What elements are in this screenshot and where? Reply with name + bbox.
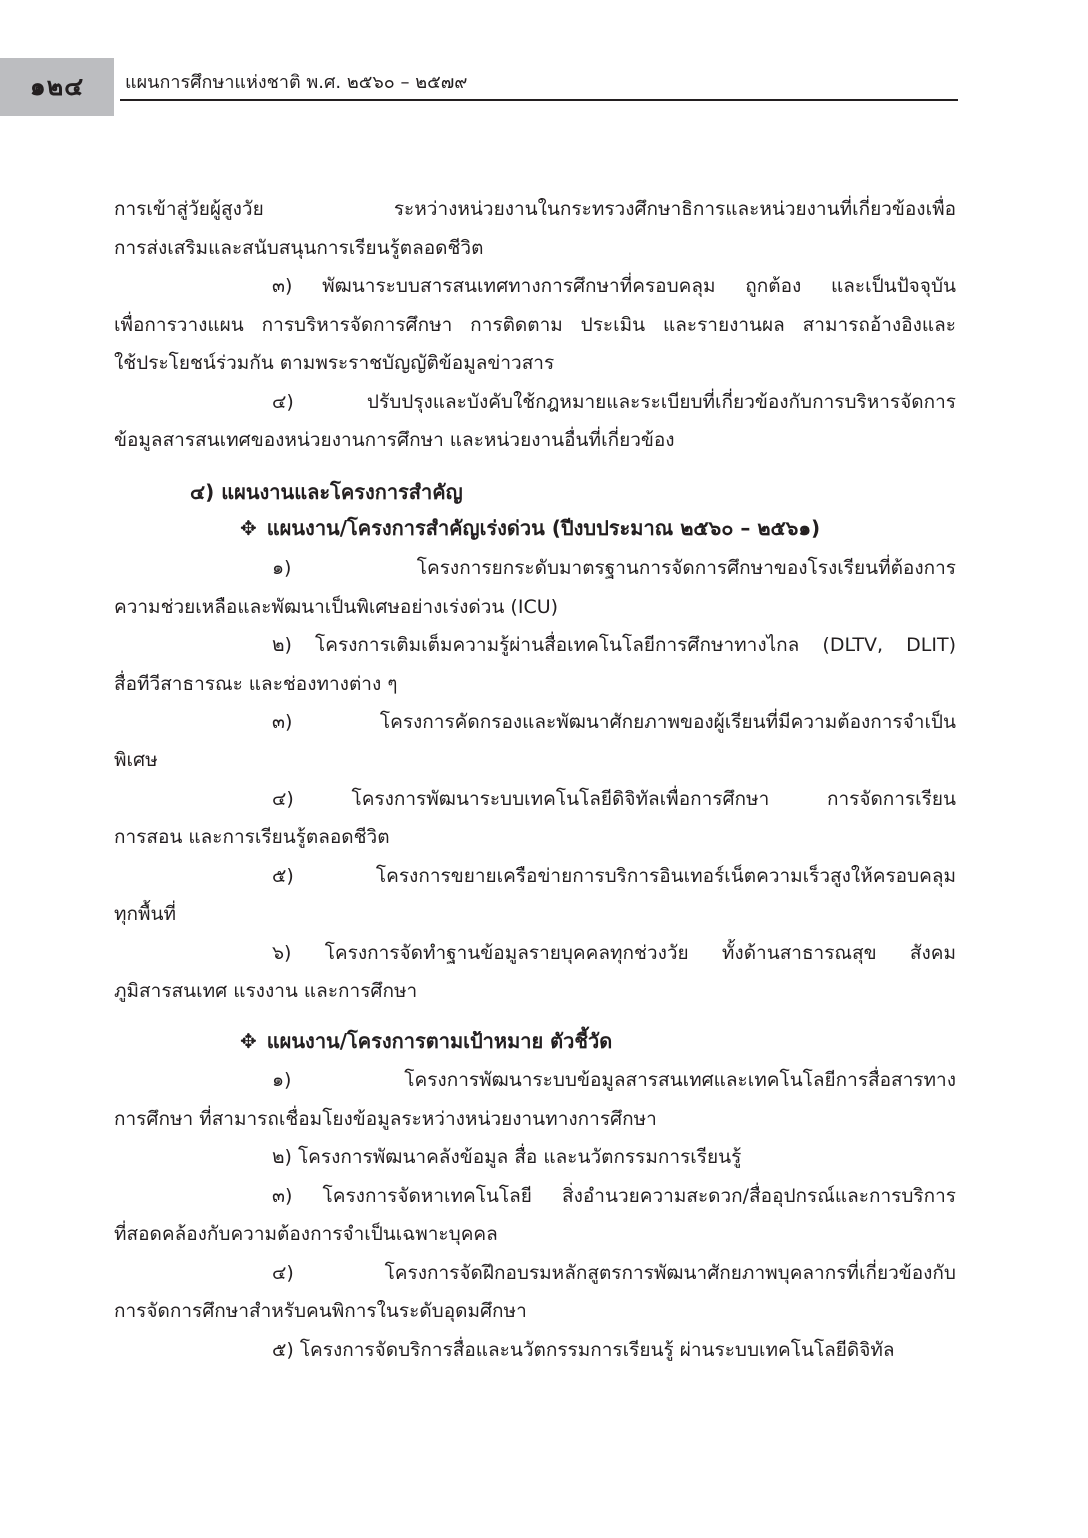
list-item: ๕) โครงการจัดบริการสื่อและนวัตกรรมการเรียนรู้ ผ่านระบบเทคโนโลยีดิจิทัล — [272, 1339, 895, 1361]
list-item: การสอน และการเรียนรู้ตลอดชีวิต — [114, 826, 390, 848]
body-line: ๓) พัฒนาระบบสารสนเทศทางการศึกษาที่ครอบคลุม ถูกต้อง และเป็นปัจจุบัน — [272, 275, 956, 297]
body-line: ข้อมูลสารสนเทศของหน่วยงานการศึกษา และหน่วยงานอื่นที่เกี่ยวข้อง — [114, 429, 675, 451]
list-item: ๓) โครงการคัดกรองและพัฒนาศักยภาพของผู้เรียนที่มีความต้องการจำเป็น — [272, 711, 956, 733]
page-number: ๑๒๔ — [29, 72, 85, 101]
subsection-heading — [240, 1027, 612, 1055]
list-item: ๕) โครงการขยายเครือข่ายการบริการอินเทอร์เน็ตความเร็วสูงให้ครอบคลุม — [272, 865, 956, 887]
subsection-heading — [240, 514, 820, 542]
body-line: การส่งเสริมและสนับสนุนการเรียนรู้ตลอดชีวิต — [114, 237, 484, 259]
list-item: สื่อทีวีสาธารณะ และช่องทางต่าง ๆ — [114, 673, 398, 695]
bullet-icon: ✥ — [240, 516, 257, 540]
body-line: ๔) ปรับปรุงและบังคับใช้กฎหมายและระเบียบที่เกี่ยวข้องกับการบริหารจัดการ — [272, 391, 956, 413]
list-item: การจัดการศึกษาสำหรับคนพิการในระดับอุดมศึกษา — [114, 1300, 527, 1322]
list-item: ๖) โครงการจัดทำฐานข้อมูลรายบุคคลทุกช่วงวัย ทั้งด้านสาธารณสุข สังคม — [272, 942, 956, 964]
list-item: ที่สอดคล้องกับความต้องการจำเป็นเฉพาะบุคคล — [114, 1223, 498, 1245]
list-item: ทุกพื้นที่ — [114, 903, 177, 925]
running-title: แผนการศึกษาแห่งชาติ พ.ศ. ๒๕๖๐ – ๒๕๗๙ — [125, 72, 468, 93]
list-item: ๔) โครงการจัดฝึกอบรมหลักสูตรการพัฒนาศักยภาพบุคลากรที่เกี่ยวข้องกับ — [272, 1262, 956, 1284]
list-item: ความช่วยเหลือและพัฒนาเป็นพิเศษอย่างเร่งด่วน (ICU) — [114, 596, 559, 618]
list-item: ภูมิสารสนเทศ แรงงาน และการศึกษา — [114, 980, 418, 1002]
list-item: ๒) โครงการพัฒนาคลังข้อมูล สื่อ และนวัตกรรมการเรียนรู้ — [272, 1146, 742, 1168]
body-line: เพื่อการวางแผน การบริหารจัดการศึกษา การติดตาม ประเมิน และรายงานผล สามารถอ้างอิงและ — [114, 314, 956, 336]
list-item: การศึกษา ที่สามารถเชื่อมโยงข้อมูลระหว่างหน่วยงานทางการศึกษา — [114, 1108, 657, 1130]
list-item: ๑) โครงการยกระดับมาตรฐานการจัดการศึกษาของโรงเรียนที่ต้องการ — [272, 557, 956, 579]
subsection-heading-text: แผนงาน/โครงการสำคัญเร่งด่วน (ปีงบประมาณ ๒๕๖๐ – ๒๕๖๑) — [266, 516, 821, 540]
section-heading: ๔) แผนงานและโครงการสำคัญ — [190, 480, 463, 504]
list-item: พิเศษ — [114, 749, 158, 771]
body-line: การเข้าสู่วัยผู้สูงวัย ระหว่างหน่วยงานในกระทรวงศึกษาธิการและหน่วยงานที่เกี่ยวข้องเพื่อ — [114, 198, 956, 220]
header-rule — [120, 99, 958, 101]
list-item: ๔) โครงการพัฒนาระบบเทคโนโลยีดิจิทัลเพื่อการศึกษา การจัดการเรียน — [272, 788, 956, 810]
list-item: ๒) โครงการเติมเต็มความรู้ผ่านสื่อเทคโนโลยีการศึกษาทางไกล (DLTV, DLIT) — [272, 634, 956, 656]
subsection-heading-text: แผนงาน/โครงการตามเป้าหมาย ตัวชี้วัด — [266, 1029, 613, 1053]
page-number-tab — [0, 58, 114, 116]
bullet-icon: ✥ — [240, 1029, 257, 1053]
list-item: ๓) โครงการจัดหาเทคโนโลยี สิ่งอำนวยความสะดวก/สื่ออุปกรณ์และการบริการ — [272, 1185, 956, 1207]
list-item: ๑) โครงการพัฒนาระบบข้อมูลสารสนเทศและเทคโนโลยีการสื่อสารทาง — [272, 1069, 956, 1091]
body-line: ใช้ประโยชน์ร่วมกัน ตามพระราชบัญญัติข้อมูลข่าวสาร — [114, 352, 555, 374]
